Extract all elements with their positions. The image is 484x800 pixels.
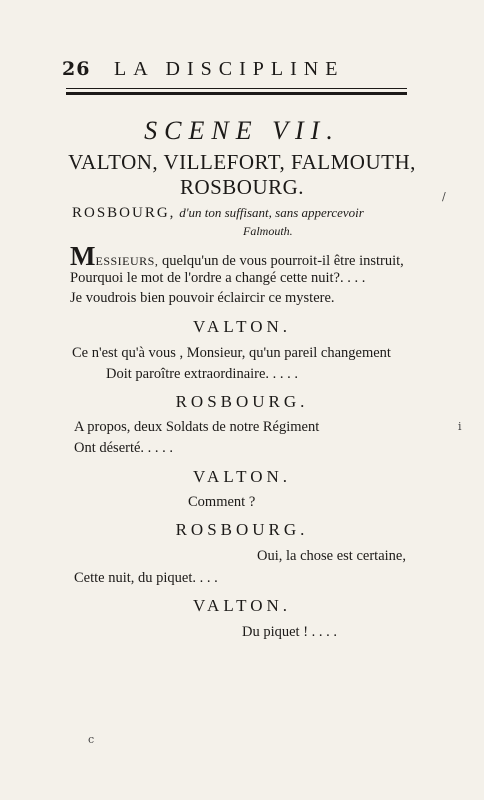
drop-cap: M xyxy=(70,241,96,271)
cast-list-line-2: ROSBOURG. xyxy=(179,175,305,199)
speaker-rosbourg: ROSBOURG. xyxy=(175,392,309,411)
speaker-rosbourg-1 xyxy=(72,205,364,222)
verse-line: Comment ? xyxy=(188,494,256,510)
margin-speck: c xyxy=(88,733,95,746)
stage-direction: d'un ton suffisant, sans appercevoir xyxy=(179,205,364,220)
verse-line xyxy=(70,243,404,270)
stage-direction-cont: Falmouth. xyxy=(243,224,293,238)
margin-speck: / xyxy=(442,190,446,203)
running-header xyxy=(62,58,412,84)
cast-list-line-1: VALTON, VILLEFORT, FALMOUTH, xyxy=(68,150,416,174)
scene-title: SCENE VII. xyxy=(144,116,340,145)
speaker-valton: VALTON. xyxy=(192,467,292,486)
speaker-name: ROSBOURG, xyxy=(72,205,176,221)
running-title: LA DISCIPLINE xyxy=(114,58,345,80)
speaker-valton: VALTON. xyxy=(192,317,292,336)
margin-speck: i xyxy=(458,420,462,433)
verse-line: Oui, la chose est certaine, xyxy=(257,548,406,564)
speaker-valton: VALTON. xyxy=(192,596,292,615)
header-rule xyxy=(66,88,407,95)
verse-line: Du piquet ! . . . . xyxy=(242,624,338,640)
verse-line: Ont déserté. . . . . xyxy=(74,440,174,456)
verse-line: Cette nuit, du piquet. . . . xyxy=(74,570,218,586)
verse-text: quelqu'un de vous pourroit-il être instruit, xyxy=(161,253,404,269)
page-number: 26 xyxy=(62,58,91,80)
verse-line: A propos, deux Soldats de notre Régiment xyxy=(74,419,320,435)
verse-line: Pourquoi le mot de l'ordre a changé cette nuit?. . . . xyxy=(70,270,366,286)
verse-line: Doit paroître extraordinaire. . . . . xyxy=(106,366,299,382)
verse-line: Je voudrois bien pouvoir éclaircir ce mystere. xyxy=(70,290,335,306)
speaker-rosbourg: ROSBOURG. xyxy=(175,520,309,539)
verse-line: Ce n'est qu'à vous , Monsieur, qu'un pareil changement xyxy=(72,345,391,361)
small-caps-word: ESSIEURS, xyxy=(95,254,159,268)
